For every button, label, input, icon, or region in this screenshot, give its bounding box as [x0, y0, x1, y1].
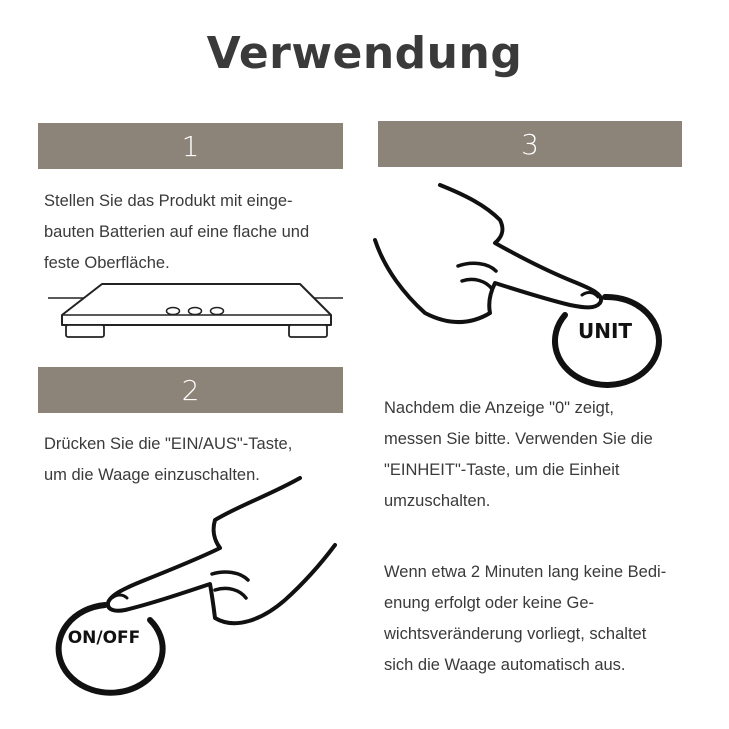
finger-press-icon: [108, 478, 335, 623]
auto-off-note: Wenn etwa 2 Minuten lang keine Bedi- enung erfolgt oder keine Ge- wichtsveränderung vorliegt, schaltet sich die Waage automatisch aus.: [384, 563, 667, 674]
step-2-text: Drücken Sie die "EIN/AUS"-Taste, um die Waage einzuschalten.: [44, 435, 293, 484]
step-2-number: 2: [181, 373, 200, 407]
page-title: Verwendung: [206, 28, 523, 79]
step-3-number: 3: [521, 127, 539, 161]
onoff-illustration: [0, 470, 360, 690]
unit-illustration: [360, 175, 690, 375]
step-1-header: [38, 123, 343, 169]
finger-press-icon: [375, 185, 601, 322]
step-3-text: Nachdem die Anzeige "0" zeigt, messen Sie bitte. Verwenden Sie die "EINHEIT"-Taste, um die Einheit umzuschalten.: [384, 399, 653, 510]
step-3-header: [378, 121, 682, 167]
step-2-header: [38, 367, 343, 413]
unit-label: UNIT: [577, 319, 633, 343]
scale-illustration: [0, 270, 360, 350]
step-1-number: 1: [181, 129, 200, 163]
onoff-label: ON/OFF: [67, 628, 141, 648]
step-1-text: Stellen Sie das Produkt mit einge- bauten Batterien auf eine flache und feste Oberfläche.: [44, 192, 310, 272]
onoff-button-ring: [59, 605, 163, 693]
